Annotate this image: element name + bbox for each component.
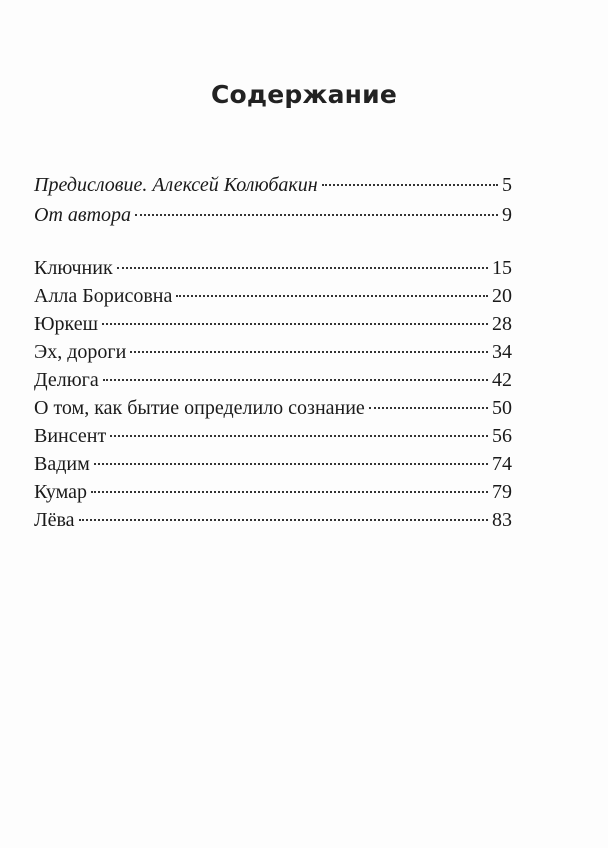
toc-entry-page: 15 (492, 257, 512, 279)
toc-entry-page: 79 (492, 481, 512, 503)
toc-entry (34, 478, 512, 506)
toc-entry-label: О том, как бытие определило сознание (34, 397, 365, 419)
dot-leader (322, 184, 498, 186)
dot-leader (369, 407, 488, 409)
toc-entry (34, 254, 512, 282)
dot-leader (176, 295, 488, 297)
toc-entry-page: 42 (492, 369, 512, 391)
toc-entry (34, 338, 512, 366)
toc-entry-page: 56 (492, 425, 512, 447)
toc-entry-page: 9 (502, 204, 512, 226)
toc-entry-label: Предисловие. Алексей Колюбакин (34, 174, 318, 196)
toc-entry-page: 83 (492, 509, 512, 531)
dot-leader (117, 267, 488, 269)
dot-leader (130, 351, 488, 353)
toc-entry-label: Лёва (34, 509, 75, 531)
page-title: Содержание (210, 80, 398, 109)
toc-entry-label: Винсент (34, 425, 107, 447)
toc-entry-label: Вадим (34, 453, 90, 475)
dot-leader (94, 463, 488, 465)
toc-entry (34, 506, 512, 534)
toc-entry-page: 34 (492, 341, 512, 363)
toc-entry-page: 5 (502, 174, 512, 196)
toc-entry (34, 450, 512, 478)
toc-entry (34, 170, 512, 200)
toc-entry-page: 20 (492, 285, 512, 307)
toc-chapters (34, 254, 512, 534)
toc-entry-page: 74 (492, 453, 512, 475)
dot-leader (103, 379, 488, 381)
dot-leader (135, 214, 498, 216)
toc-front-matter (34, 170, 512, 230)
toc-entry-label: Юркеш (34, 313, 99, 335)
toc-entry-page: 28 (492, 313, 512, 335)
toc-entry-label: Делюга (34, 369, 99, 391)
toc-entry-label: От автора (34, 204, 132, 226)
toc-entry-label: Эх, дороги (34, 341, 127, 363)
toc-entry (34, 310, 512, 338)
toc-entry-label: Ключник (34, 257, 113, 279)
toc-entry (34, 200, 512, 230)
toc-entry (34, 394, 512, 422)
dot-leader (102, 323, 488, 325)
dot-leader (79, 519, 489, 521)
toc-entry (34, 366, 512, 394)
dot-leader (91, 491, 488, 493)
toc-entry-label: Алла Борисовна (34, 285, 173, 307)
dot-leader (110, 435, 488, 437)
toc-entry (34, 422, 512, 450)
toc-entry (34, 282, 512, 310)
toc-entry-page: 50 (492, 397, 512, 419)
toc-entry-label: Кумар (34, 481, 87, 503)
